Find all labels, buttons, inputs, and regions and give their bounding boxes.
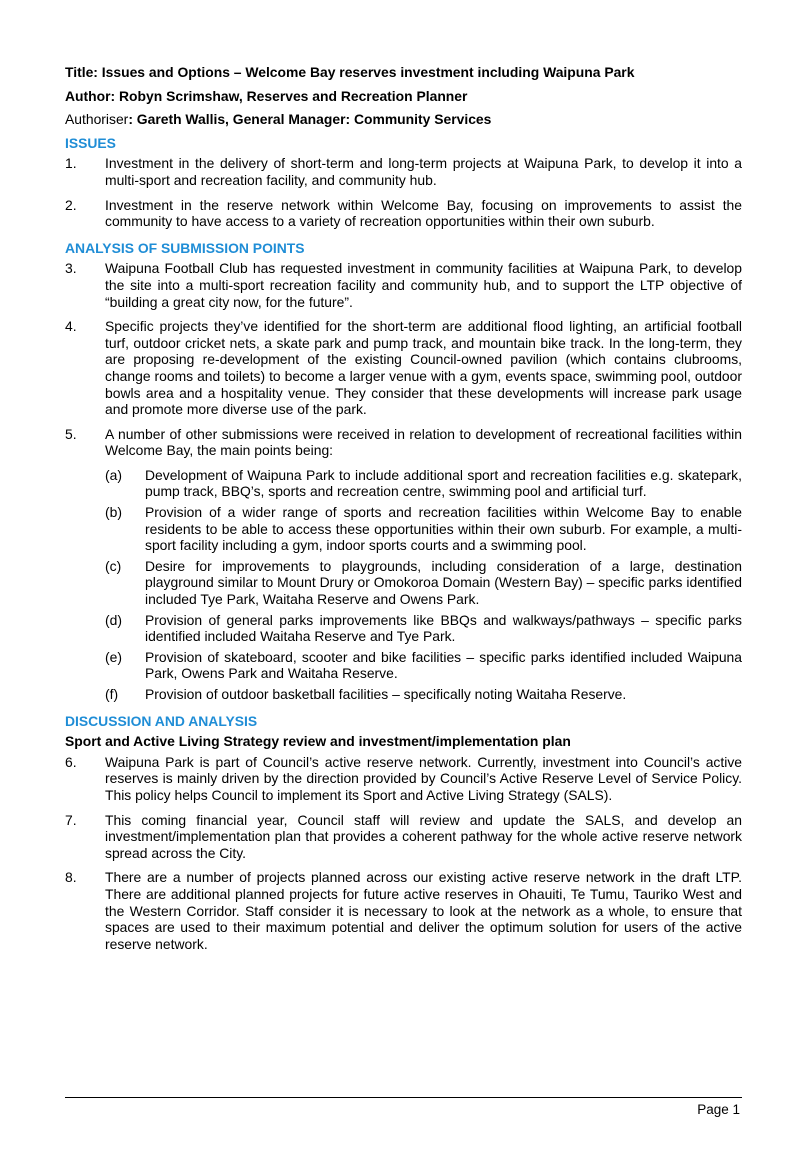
item-text: A number of other submissions were received in relation to development of recreational facilities within Welcome Bay, the main points being: — [105, 425, 742, 459]
section-heading-discussion: DISCUSSION AND ANALYSIS — [65, 712, 258, 729]
item-number: 8. — [65, 869, 77, 886]
document-body — [65, 64, 742, 960]
sub-item-letter: (c) — [105, 557, 122, 574]
item-text: Waipuna Park is part of Council’s active reserve network. Currently, investment into Council’s active reserves is mainly driven by the direction provided by Council’s Active Reserve Level of Service Policy. This policy helps Council to implement its Sport and Active Living Strategy (SALS). — [105, 753, 742, 803]
item-number: 5. — [65, 425, 77, 442]
item-text: Waipuna Football Club has requested investment in community facilities at Waipuna Park, to develop the site into a multi-sport recreation facility and community hub, and to support the LTP objective of “building a great city now, for the future”. — [105, 260, 742, 310]
item-text: This coming financial year, Council staff will review and update the SALS, and develop an investment/implementation plan that provides a coherent pathway for the whole active reserve network spread across the City. — [105, 811, 742, 861]
report-title: Title: Issues and Options – Welcome Bay reserves investment including Waipuna Park — [65, 64, 635, 80]
sub-list-item — [65, 504, 742, 554]
sub-item-text: Provision of skateboard, scooter and bike facilities – specific parks identified included Waipuna Park, Owens Park and Waitaha Reserve. — [145, 648, 742, 682]
page-number: Page 1 — [697, 1102, 740, 1117]
item-number: 3. — [65, 260, 77, 277]
sub-item-letter: (f) — [105, 686, 119, 702]
sub-list-item — [65, 612, 742, 645]
item-number: 2. — [65, 196, 77, 213]
item-number: 1. — [65, 155, 77, 172]
item-text: Investment in the reserve network within Welcome Bay, focusing on improvements to assist the community to have access to a variety of recreation opportunities within their own suburb. — [105, 196, 742, 230]
sub-list-item — [65, 686, 742, 703]
item-text: There are a number of projects planned across our existing active reserve network in the draft LTP. There are additional planned projects for future active reserves in Ohauiti, Te Tumu, Tauriko West and the Western Corridor. Staff consider it is necessary to look at the network as a whole, to ensure that spaces are used to their maximum potential and deliver the optimum solution for users of the active reserve network. — [105, 869, 742, 952]
sub-item-text: Development of Waipuna Park to include additional sport and recreation facilities e.g. skatepark, pump track, BBQ’s, sports and recreation centre, swimming pool and artificial turf. — [145, 466, 742, 500]
list-item — [65, 426, 742, 459]
sub-item-text: Provision of general parks improvements like BBQs and walkways/pathways – specific parks identified included Waitaha Reserve and Tye Park. — [145, 611, 742, 645]
list-item — [65, 155, 742, 188]
sub-item-text: Provision of outdoor basketball facilities – specifically noting Waitaha Reserve. — [145, 686, 627, 702]
sub-item-text: Desire for improvements to playgrounds, including consideration of a large, destination playground similar to Mount Drury or Omokoroa Domain (Western Bay) – specific parks identified included Tye Park, Waitaha Reserve and Owens Park. — [145, 557, 742, 608]
list-item — [65, 812, 742, 862]
list-item — [65, 318, 742, 418]
sub-item-letter: (b) — [105, 504, 122, 521]
list-item — [65, 754, 742, 804]
authoriser-value: : Gareth Wallis, General Manager: Community Services — [128, 111, 492, 128]
item-number: 6. — [65, 753, 77, 770]
section-heading-analysis: ANALYSIS OF SUBMISSION POINTS — [65, 239, 305, 256]
sub-item-letter: (e) — [105, 648, 122, 665]
list-item — [65, 869, 742, 952]
item-number: 4. — [65, 318, 77, 335]
report-authoriser — [65, 111, 742, 128]
sub-item-text: Provision of a wider range of sports and recreation facilities within Welcome Bay to enable residents to be able to access these opportunities within their own suburb. For example, a multi-sport facility including a gym, indoor sports courts and a swimming pool. — [145, 504, 742, 554]
footer-divider — [65, 1097, 742, 1098]
section-heading-issues: ISSUES — [65, 134, 116, 151]
item-number: 7. — [65, 811, 77, 828]
report-author: Author: Robyn Scrimshaw, Reserves and Recreation Planner — [65, 87, 468, 104]
authoriser-label: Authoriser — [65, 111, 129, 128]
item-text: Specific projects they’ve identified for the short-term are additional flood lighting, an artificial football turf, outdoor cricket nets, a skate park and pump track, and mountain bike track. In the long-term, they are proposing re-development of the existing Council-owned pavilion (which contains clubrooms, change rooms and toilets) to become a larger venue with a gym, events space, swimming pool, outdoor bowls area and a hospitality venue. They consider that these developments will increase park usage and promote more diverse use of the park. — [105, 318, 742, 418]
sub-item-letter: (d) — [105, 611, 122, 628]
sub-item-letter: (a) — [105, 466, 122, 483]
sub-list-item — [65, 467, 742, 500]
item-text: Investment in the delivery of short-term and long-term projects at Waipuna Park, to develop it into a multi-sport and recreation facility, and community hub. — [105, 155, 742, 188]
list-item — [65, 260, 742, 310]
sub-list-item — [65, 649, 742, 682]
section-subheading: Sport and Active Living Strategy review and investment/implementation plan — [65, 733, 571, 750]
sub-list-item — [65, 558, 742, 608]
list-item — [65, 197, 742, 230]
